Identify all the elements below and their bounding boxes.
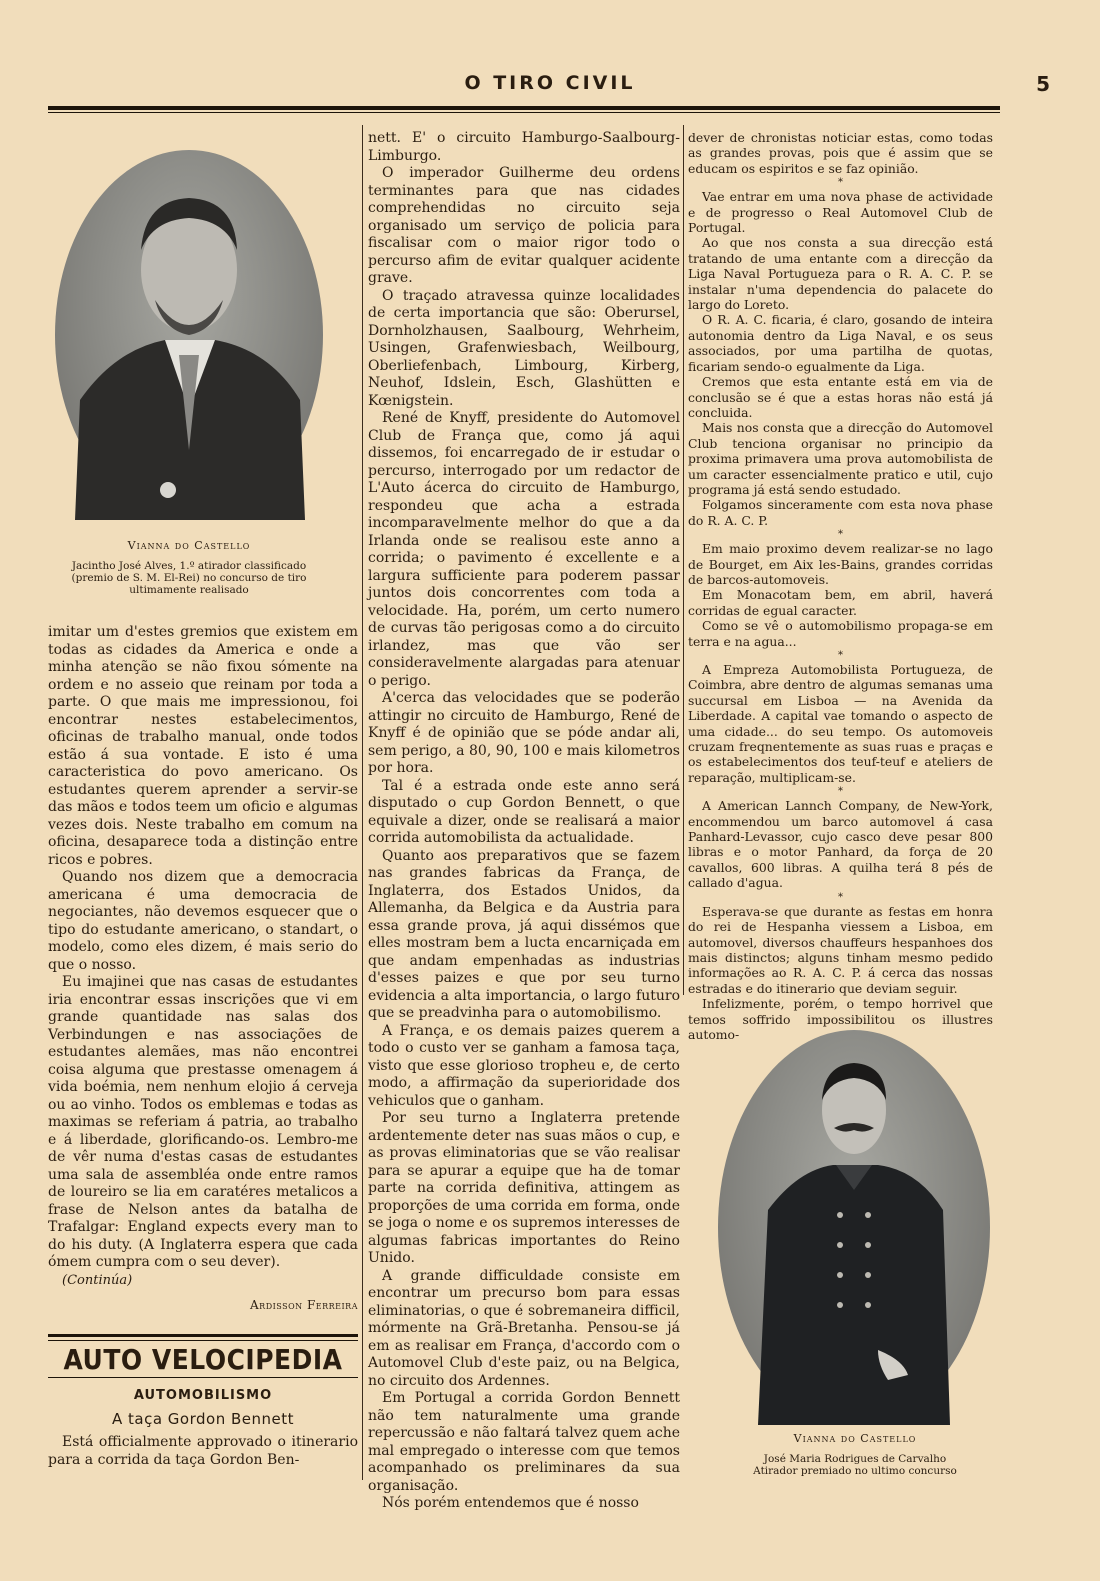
section-rule-bottom (48, 1377, 358, 1378)
paragraph: René de Knyff, presidente do Automovel Club de França que, como já aqui dissemos, foi encarregado de ir estudar o percurso, interrogado por um redactor de L'Auto ácerca do circuito de Hamburgo, respondeu que acha a estrada incomparavelmente melhor do que a da Irlanda onde se realisou este anno a corrida; o pavimento é excellente e a largura sufficiente para poderem passar juntos dois concorrentes com toda a velocidade. Ha, porém, um certo numero de curvas tão perigosas como a do circuito irlandez, mas que vão ser consideravelmente alargadas para atenuar o perigo. (368, 410, 680, 689)
paragraph: A Empreza Automobilista Portugueza, de Coimbra, abre dentro de algumas semanas uma succursal em Lisboa — na Avenida da Liberdade. A capital vae tomando o aspecto de uma cidade... do seu tempo. Os automoveis cruzam freqnentemente as suas ruas e praças e os estabelecimentos dos teuf-teuf e ateliers de reparação, multiplicam-se. (688, 662, 993, 785)
paragraph: Em maio proximo devem realizar-se no lago de Bourget, em Aix les-Bains, grandes corridas de barcos-automoveis. (688, 541, 993, 587)
photo-2-caption-line: Atirador premiado no ultimo concurso (753, 1465, 957, 1477)
paragraph: Folgamos sinceramente com esta nova phase do R. A. C. P. (688, 497, 993, 528)
paragraph: Quando nos dizem que a democracia americana é uma democracia de negociantes, não devemos esquecer que o tipo do estudante americano, o standart, o modelo, como eles dizem, é mais serio do que o nosso. (48, 869, 358, 973)
portrait-photo-1 (55, 150, 323, 520)
photo-1-caption-line: Jacintho José Alves, 1.º atirador classificado (71, 560, 307, 572)
paragraph: A grande difficuldade consiste em encontrar um precurso bom para essas eliminatorias, o que é sobremaneira difficil, mórmente na Grã-Bretanha. Pensou-se já em as realisar em França, d'accordo com o Automovel Club d'este paiz, ou na Belgica, no circuito dos Ardennes. (368, 1267, 680, 1389)
separator-star: * (838, 650, 843, 661)
continua-note: (Continúa) (62, 1272, 133, 1288)
paragraph: O imperador Guilherme deu ordens terminantes para que nas cidades comprehendidas no circuito seja organisado um serviço de policia para fiscalisar com o maior rigor todo o percurso afim de evitar qualquer acidente grave. (368, 165, 680, 286)
paragraph: Eu imajinei que nas casas de estudantes iria encontrar essas inscrições que vi em grande quantidade nas salas dos Verbindungen e nas associações de estudantes alemães, mas não encontrei coisa alguma que prestasse omenagem á vida boémia, nem nenhum elojio á cerveja ou ao vinho. Todos os emblemas e todas as maximas se referiam á patria, ao trabalho e á liberdade, glorificando-os. Lembro-me de vêr numa d'estas casas de estudantes uma sala de assembléa onde entre ramos de loureiro se lia em caratéres metalicos a frase de Nelson antes da batalha de Trafalgar: England expects every man to do his duty. (A Inglaterra espera que cada ómem cumpra com o seu dever). (48, 974, 358, 1270)
paragraph: Vae entrar em uma nova phase de actividade e de progresso o Real Automovel Club de Portugal. (688, 189, 993, 236)
author-signature: Ardisson Ferreira (250, 1298, 358, 1312)
paragraph: Por seu turno a Inglaterra pretende ardentemente deter nas suas mãos o cup, e as provas eliminatorias que se vão realisar para se apurar a equipe que ha de tomar parte na corrida definitiva, attingem as proporções de uma corrida em forma, onde se joga o nome e os supremos interesses de algumas fabricas importantes do Reino Unido. (368, 1110, 680, 1266)
column-2 (368, 130, 680, 1511)
auto-velocipedia-section (48, 1334, 358, 1469)
paragraph: Infelizmente, porém, o tempo horrivel que temos soffrido impossibilitou os illustres automo- (688, 996, 993, 1042)
paragraph: Mais nos consta que a direcção do Automovel Club tenciona organisar no principio da proxima primavera uma prova automobilista de um caracter essencialmente pratico e util, cujo programa já está sendo estudado. (688, 420, 993, 497)
paragraph: Tal é a estrada onde este anno será disputado o cup Gordon Bennett, o que equivale a dizer, onde se realisará a maior corrida automobilista da actualidade. (368, 777, 680, 846)
paragraph: Em Portugal a corrida Gordon Bennett não tem naturalmente uma grande repercussão e não faltará talvez quem ache mal empregado o interesse com que temos acompanhado os preliminares da sua organisação. (368, 1390, 680, 1494)
photo-1-caption-title: Vianna do Castello (127, 539, 251, 552)
photo-2-caption-title: Vianna do Castello (793, 1432, 917, 1445)
paragraph: Está officialmente approvado o itinerario para a corrida da taça Gordon Ben- (48, 1434, 358, 1468)
separator-star: * (838, 786, 843, 798)
column-divider (362, 125, 363, 1480)
paragraph: Quanto aos preparativos que se fazem nas grandes fabricas da França, de Inglaterra, dos Estados Unidos, da Allemanha, da Belgica e da Austria para essa grande prova, já aqui dissémos que elles mostram bem a lucta encarniçada em que andam empenhadas as industrias d'esses paizes e que por seu turno evidencia a alta importancia, o largo futuro que se preadvinha para o automobilismo. (368, 847, 680, 1021)
section-rule-thin (48, 1340, 358, 1341)
paragraph: dever de chronistas noticiar estas, como todas as grandes provas, pois que é assim que se educam os espiritos e se faz opinião. (688, 130, 993, 176)
paragraph: Esperava-se que durante as festas em honra do rei de Hespanha viessem a Lisboa, em automovel, diversos chauffeurs hespanhoes dos mais distinctos; alguns tinham mesmo pedido informações ao R. A. C. P. á cerca das nossas estradas e do itinerario que deviam seguir. (688, 903, 993, 996)
paragraph: A'cerca das velocidades que se poderão attingir no circuito de Hamburgo, René de Knyff é de opinião que se póde andar ali, sem perigo, a 80, 90, 100 e mais kilometros por hora. (368, 690, 680, 776)
section-heading: AUTO VELOCIPEDIA (63, 1343, 343, 1376)
paragraph: imitar um d'estes gremios que existem em todas as cidades da America e onde a minha atenção se não fixou sómente na ordem e no asseio que reinam por toda a parte. O que mais me impressionou, foi encontrar nestes estabelecimentos, oficinas de trabalho manual, onde todos estão á sua vontade. E isto é uma caracteristica do povo americano. Os estudantes querem aprender a servir-se das mãos e todos teem um oficio e algumas vezes dois. Neste trabalho em comum na oficina, desaparece toda a distinção entre ricos e pobres. (48, 624, 358, 868)
newspaper-title: O TIRO CIVIL (464, 72, 636, 94)
photo-2-caption (730, 1433, 980, 1477)
photo-1-caption-line: (premio de S. M. El-Rei) no concurso de tiro (71, 572, 307, 584)
column-3 (688, 130, 993, 1042)
photo-1-caption (60, 540, 318, 596)
header-rule-thin (48, 112, 1000, 113)
column-divider (683, 125, 684, 995)
photo-2-caption-line: José Maria Rodrigues de Carvalho (763, 1453, 947, 1465)
article-intro (48, 1434, 358, 1469)
paragraph: O traçado atravessa quinze localidades de certa importancia que são: Oberursel, Dornholzhausen, Saalbourg, Wehrheim, Usingen, Grafenwiesbach, Weilbourg, Oberliefenbach, Limbourg, Kirberg, Neuhof, Idslein, Esch, Glashütten e Kœnigstein. (368, 287, 680, 409)
paragraph: Ao que nos consta a sua direcção está tratando de uma entante com a direcção da Liga Naval Portugueza para o R. A. C. P. se instalar n'uma dependencia do palacete do largo do Loreto. (688, 235, 993, 313)
paragraph: A American Lannch Company, de New-York, encommendou um barco automovel á casa Panhard-Levassor, cujo casco deve pesar 800 libras e o motor Panhard, da força de 20 cavallos, 600 libras. A quilha terá 8 pés de callado d'agua. (688, 798, 993, 891)
photo-1-caption-line: ultimamente realisado (129, 584, 249, 596)
portrait-photo-2 (718, 1030, 990, 1425)
page-number: 5 (1036, 72, 1050, 96)
header-rule (48, 106, 1000, 110)
paragraph: Como se vê o automobilismo propaga-se em terra e na agua... (688, 618, 993, 649)
separator-star: * (838, 891, 843, 903)
separator-star: * (838, 529, 843, 541)
paragraph: Cremos que esta entante está em via de conclusão se é que a estas horas não está já concluida. (688, 374, 993, 420)
paragraph: Nós porém entendemos que é nosso (382, 1495, 639, 1511)
article-title: A taça Gordon Bennett (111, 1410, 294, 1428)
section-subheading: AUTOMOBILISMO (133, 1388, 273, 1403)
column-1 (48, 624, 358, 1324)
paragraph: nett. E' o circuito Hamburgo-Saalbourg-Limburgo. (368, 130, 680, 164)
separator-star: * (838, 177, 843, 189)
paragraph: Em Monacotam bem, em abril, haverá corridas de egual caracter. (688, 587, 993, 618)
paragraph: O R. A. C. ficaria, é claro, gosando de inteira autonomia dentro da Liga Naval, e os seus associados, por uma partilha de quotas, ficariam sendo-o egualmente da Liga. (688, 312, 993, 374)
section-rule (48, 1334, 358, 1337)
paragraph: A França, e os demais paizes querem a todo o custo ver se ganham a famosa taça, visto que esse glorioso tropheu e, de certo modo, a affirmação da superioridade dos vehiculos que o ganham. (368, 1022, 680, 1109)
